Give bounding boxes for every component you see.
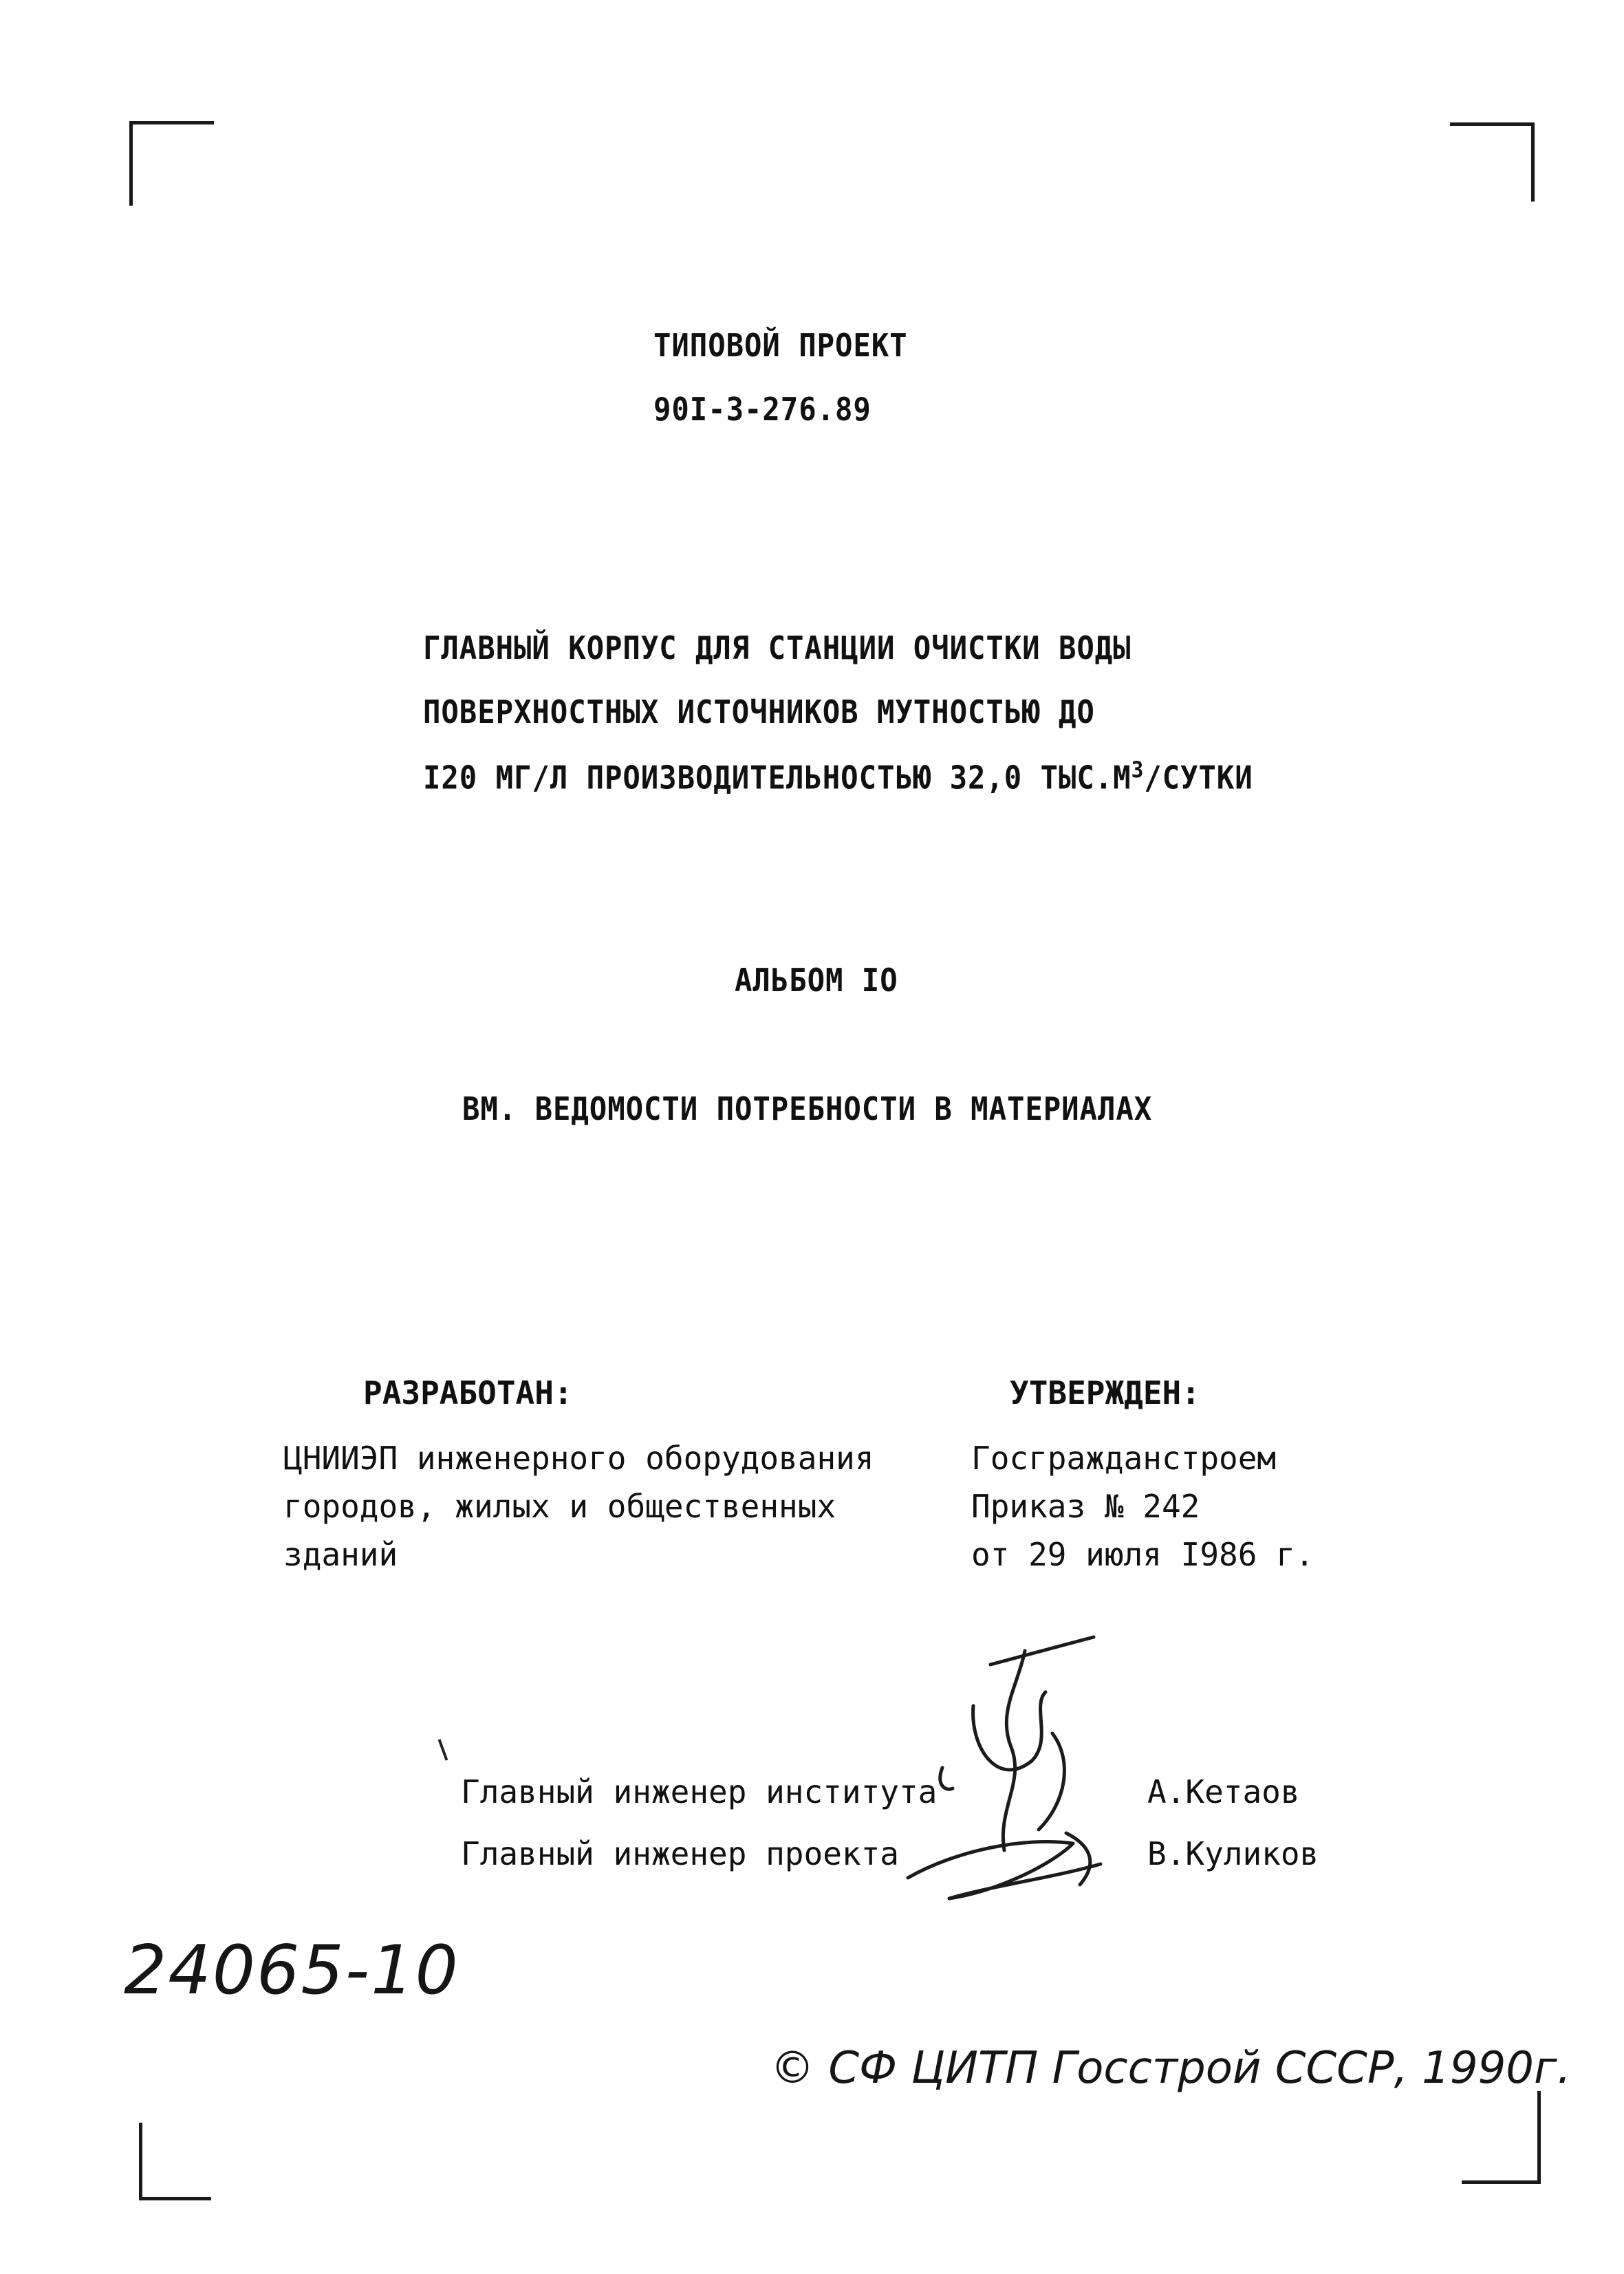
approved-line-3: от 29 июля I986 г. [971, 1536, 1314, 1573]
title-line-2: ПОВЕРХНОСТНЫХ ИСТОЧНИКОВ МУТНОСТЬЮ ДО [423, 693, 1095, 730]
title-line-1: ГЛАВНЫЙ КОРПУС ДЛЯ СТАНЦИИ ОЧИСТКИ ВОДЫ [423, 629, 1132, 667]
signature-name-2: В.Куликов [1147, 1835, 1319, 1872]
approved-heading: УТВЕРЖДЕН: [1010, 1374, 1200, 1411]
developed-heading: РАЗРАБОТАН: [363, 1374, 573, 1411]
project-type-heading: ТИПОВОЙ ПРОЕКТ [653, 327, 908, 364]
approved-line-2: Приказ № 242 [971, 1488, 1200, 1525]
title-line-3-main: I20 МГ/Л ПРОИЗВОДИТЕЛЬНОСТЬЮ 32,0 ТЫС.М [423, 759, 1132, 797]
signature-role-1: Главный инженер института [461, 1773, 938, 1810]
handwritten-inventory-number: 24065-10 [124, 1931, 459, 2010]
crop-mark-bottom-right [1462, 2091, 1541, 2184]
developed-line-3: зданий [283, 1536, 398, 1573]
title-line-3-superscript: 3 [1131, 757, 1145, 783]
crop-mark-top-left [129, 121, 214, 206]
crop-mark-top-right [1450, 122, 1535, 202]
title-line-3 [423, 757, 1253, 796]
project-code: 90I-3-276.89 [653, 391, 871, 428]
copyright-stamp: © СФ ЦИТП Госстрой СССР, 1990г. [770, 2043, 1571, 2094]
crop-mark-bottom-left [139, 2123, 211, 2200]
approved-line-1: Госгражданстроем [971, 1440, 1277, 1477]
handwritten-signature [894, 1623, 1142, 1912]
album-subtitle: ВМ. ВЕДОМОСТИ ПОТРЕБНОСТИ В МАТЕРИАЛАХ [462, 1090, 1153, 1127]
title-line-3-tail: /СУТКИ [1144, 759, 1253, 797]
signature-name-1: А.Кетаов [1147, 1773, 1300, 1810]
stray-mark [438, 1739, 448, 1760]
album-label: АЛЬБОМ IO [735, 962, 898, 999]
developed-line-2: городов, жилых и общественных [283, 1488, 836, 1525]
developed-line-1: ЦНИИЭП инженерного оборудования [283, 1440, 874, 1477]
signature-role-2: Главный инженер проекта [461, 1835, 899, 1872]
